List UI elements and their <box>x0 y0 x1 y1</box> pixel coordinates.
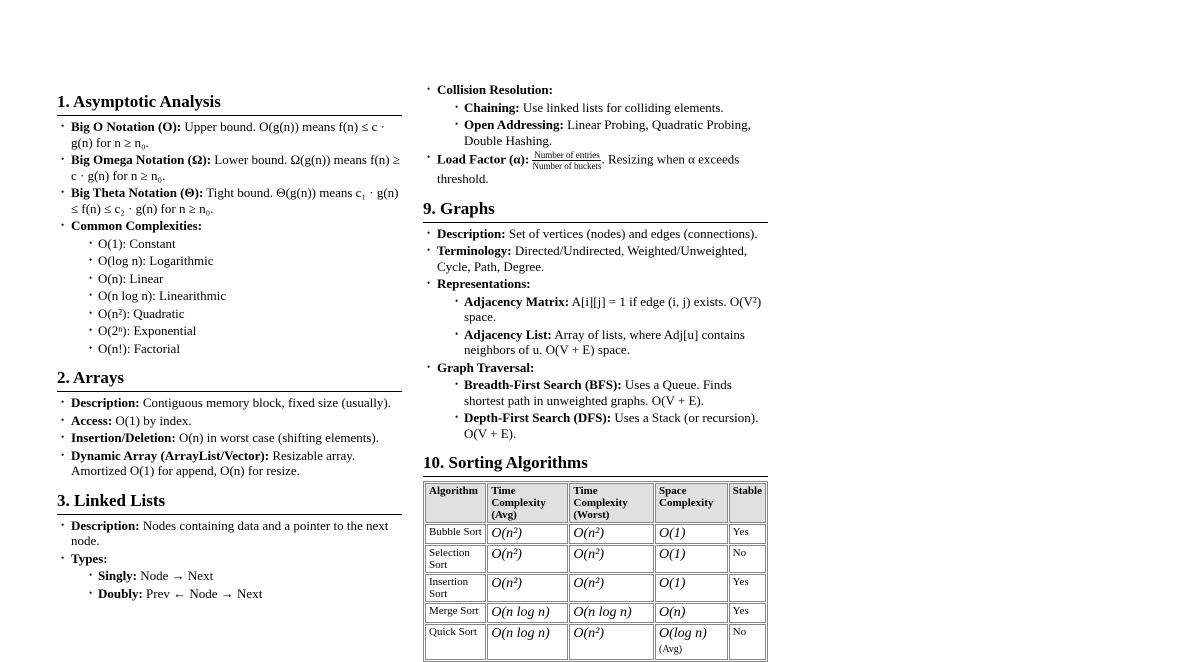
list-item: • Description: Nodes containing data and a pointer to the next node. <box>57 518 402 549</box>
list-item: • O(n!): Factorial <box>71 341 402 357</box>
table-cell: No <box>729 624 766 660</box>
asymptotic-list <box>57 119 402 356</box>
sorting-table <box>423 481 768 662</box>
table-row <box>425 624 766 660</box>
table-cell: O(n²) <box>487 574 568 602</box>
table-cell: O(n²) <box>569 545 654 573</box>
table-cell: Bubble Sort <box>425 524 486 544</box>
list-item: • Big Omega Notation (Ω): Lower bound. Ω(g(n)) means f(n) ≥ c · g(n) for n ≥ n₀. <box>57 152 402 183</box>
list-item: • O(n log n): Linearithmic <box>71 288 402 304</box>
table-cell: O(1) <box>655 545 728 573</box>
table-cell: O(n) <box>655 603 728 623</box>
list-item: • Insertion/Deletion: O(n) in worst case (shifting elements). <box>57 430 402 446</box>
list-item: • Types: • Singly: Node → Next • Doubly: Prev ← Node → Next <box>57 551 402 602</box>
table-cell: O(log n) (Avg) <box>655 624 728 660</box>
list-item: • Big Theta Notation (Θ): Tight bound. Θ(g(n)) means c₁ · g(n) ≤ f(n) ≤ c₂ · g(n) for n ≥ n₀. <box>57 185 402 216</box>
section-heading: 9. Graphs <box>423 199 768 223</box>
list-item: • Breadth-First Search (BFS): Uses a Queue. Finds shortest path in unweighted graphs. O(V + E). <box>437 377 768 408</box>
list-item: • Description: Contiguous memory block, fixed size (usually). <box>57 395 402 411</box>
table-cell: Yes <box>729 603 766 623</box>
table-row <box>425 545 766 573</box>
list-item: • Doubly: Prev ← Node → Next <box>71 586 402 602</box>
list-item: • Terminology: Directed/Undirected, Weighted/Unweighted, Cycle, Path, Degree. <box>423 243 768 274</box>
column-header: Time Complexity (Avg) <box>487 483 568 523</box>
list-item: • Adjacency Matrix: A[i][j] = 1 if edge (i, j) exists. O(V²) space. <box>437 294 768 325</box>
right-column <box>423 80 768 662</box>
table-cell: O(n log n) <box>569 603 654 623</box>
table-cell: O(1) <box>655 574 728 602</box>
list-item: • O(log n): Logarithmic <box>71 253 402 269</box>
table-cell: O(n²) <box>569 524 654 544</box>
table-cell: Merge Sort <box>425 603 486 623</box>
list-item: • Representations: • Adjacency Matrix: A[i][j] = 1 if edge (i, j) exists. O(V²) space. • Adjacency List: Array of lists, where Adj[u] contains neighbors of u. O(V + E) space. <box>423 276 768 358</box>
collision-list <box>423 82 768 187</box>
list-item: • Big O Notation (O): Upper bound. O(g(n)) means f(n) ≤ c · g(n) for n ≥ n₀. <box>57 119 402 150</box>
list-item: • Depth-First Search (DFS): Uses a Stack (or recursion). O(V + E). <box>437 410 768 441</box>
list-item: • Description: Set of vertices (nodes) and edges (connections). <box>423 226 768 242</box>
table-row <box>425 574 766 602</box>
table-cell: No <box>729 545 766 573</box>
list-item: • Dynamic Array (ArrayList/Vector): Resizable array. Amortized O(1) for append, O(n) for resize. <box>57 448 402 479</box>
graphs-list <box>423 226 768 442</box>
section-heading: 10. Sorting Algorithms <box>423 453 768 477</box>
list-item: • Adjacency List: Array of lists, where Adj[u] contains neighbors of u. O(V + E) space. <box>437 327 768 358</box>
table-cell: Insertion Sort <box>425 574 486 602</box>
list-item: • O(n): Linear <box>71 271 402 287</box>
left-column <box>57 92 402 613</box>
column-header: Algorithm <box>425 483 486 523</box>
list-item: • Access: O(1) by index. <box>57 413 402 429</box>
list-item: • Chaining: Use linked lists for colliding elements. <box>437 100 768 116</box>
arrays-list <box>57 395 402 479</box>
column-header: Stable <box>729 483 766 523</box>
list-item: • O(1): Constant <box>71 236 402 252</box>
table-cell: O(n²) <box>487 524 568 544</box>
table-cell: O(1) <box>655 524 728 544</box>
list-item: • Load Factor (α): $\frac{\text{Number of entries}}{\text{Number of buckets}}$ . Resizing when α exceeds threshold. <box>423 150 768 187</box>
list-item: • Graph Traversal: • Breadth-First Search (BFS): Uses a Queue. Finds shortest path in unweighted graphs. O(V + E). • Depth-First Search (DFS): Uses a Stack (or recursion). O(V + E). <box>423 360 768 442</box>
table-cell: Selection Sort <box>425 545 486 573</box>
section-heading: 2. Arrays <box>57 368 402 392</box>
table-row <box>425 603 766 623</box>
section-heading: 1. Asymptotic Analysis <box>57 92 402 116</box>
table-cell: O(n log n) <box>487 624 568 660</box>
table-row <box>425 524 766 544</box>
table-cell: O(n²) <box>569 624 654 660</box>
column-header: Space Complexity <box>655 483 728 523</box>
table-header-row <box>425 483 766 523</box>
table-cell: Yes <box>729 574 766 602</box>
list-item: • O(2ⁿ): Exponential <box>71 323 402 339</box>
list-item: • Collision Resolution: • Chaining: Use linked lists for colliding elements. • Open Addressing: Linear Probing, Quadratic Probing, Double Hashing. <box>423 82 768 148</box>
table-cell: O(n²) <box>487 545 568 573</box>
linked-lists-list <box>57 518 402 602</box>
table-cell: O(n²) <box>569 574 654 602</box>
list-item: • Open Addressing: Linear Probing, Quadratic Probing, Double Hashing. <box>437 117 768 148</box>
column-header: Time Complexity (Worst) <box>569 483 654 523</box>
table-cell: Quick Sort <box>425 624 486 660</box>
section-heading: 3. Linked Lists <box>57 491 402 515</box>
table-cell: O(n log n) <box>487 603 568 623</box>
note: (Avg) <box>659 644 683 655</box>
list-item: • Singly: Node → Next <box>71 568 402 584</box>
list-item: • O(n²): Quadratic <box>71 306 402 322</box>
table-cell: Yes <box>729 524 766 544</box>
load-factor-fraction: $\frac{\text{Number of entries}}{\text{Number of buckets}}$ <box>532 150 602 171</box>
list-item: • Common Complexities: • O(1): Constant • O(log n): Logarithmic • O(n): Linear • O(n log n): Linearithmic • O(n²): Quadratic • O(2ⁿ): Exponential • O(n!): Factorial <box>57 218 402 356</box>
